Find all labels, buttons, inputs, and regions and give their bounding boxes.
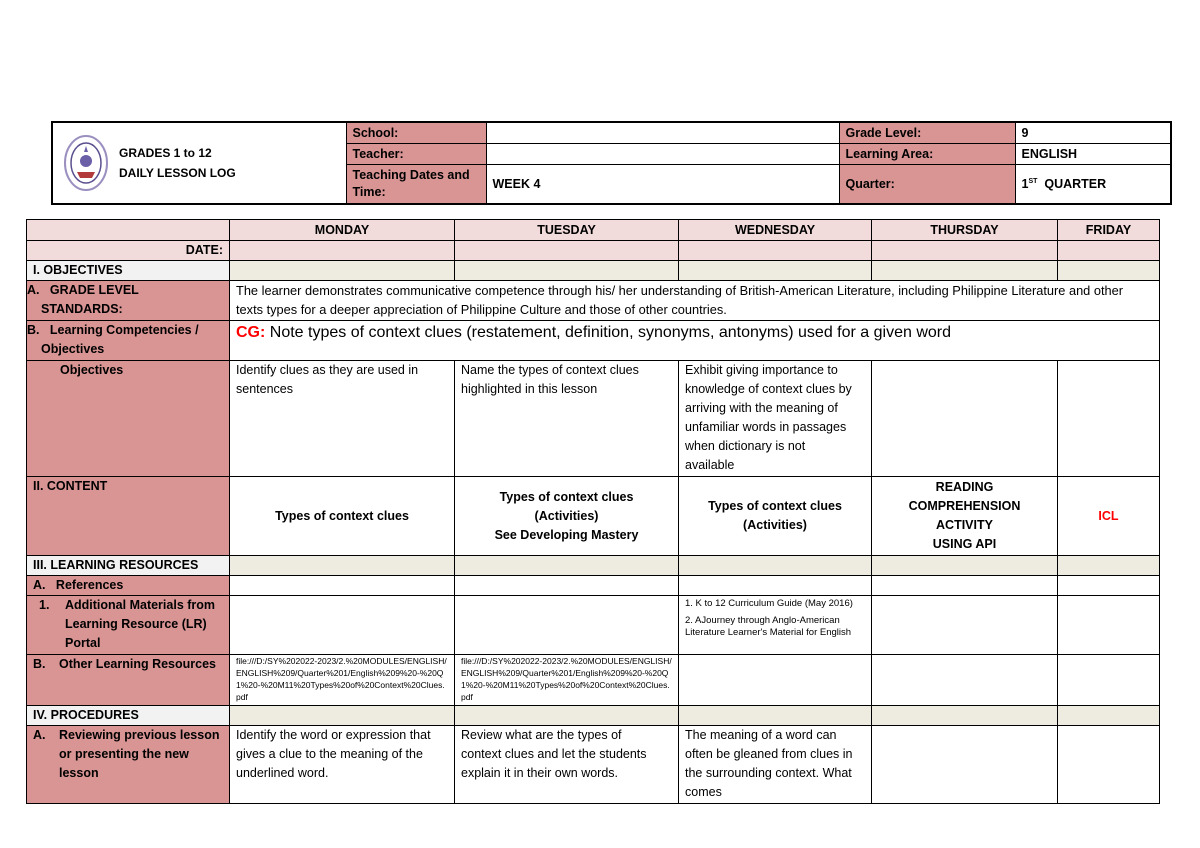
- grade-standards-text: The learner demonstrates communicative competence through his/ her understanding of British-American Literature, including Philippine Literature and other texts types for a deeper appreciation of Philippine Culture and those of other countries.: [230, 281, 1160, 321]
- reviewing-wednesday-text: The meaning of a word can often be gleaned from clues in the surrounding context. What comes: [685, 728, 853, 799]
- school-label: School:: [346, 122, 486, 144]
- cg-statement: [230, 321, 1160, 361]
- objective-monday: Identify clues as they are used in sentences: [230, 361, 455, 477]
- quarter-label: Quarter:: [839, 165, 1015, 205]
- objective-wednesday: [679, 361, 872, 477]
- quarter-suffix: ST: [1028, 177, 1038, 185]
- content-tuesday-line2: (Activities): [534, 508, 599, 523]
- section-cell: [455, 261, 679, 281]
- grade-standards-text-label: GRADE LEVEL STANDARDS:: [41, 283, 139, 316]
- section-cell: [1058, 261, 1160, 281]
- additional-tuesday: [455, 596, 679, 655]
- quarter-word: QUARTER: [1044, 177, 1107, 191]
- learning-area-label: Learning Area:: [839, 144, 1015, 165]
- content-thursday-line4: USING API: [932, 537, 997, 551]
- section-cell: [230, 261, 455, 281]
- content-monday: Types of context clues: [230, 477, 455, 556]
- cg-text: Note types of context clues (restatement, definition, synonyms, antonyms) used for a given word: [269, 324, 951, 341]
- content-thursday-line2: COMPREHENSION: [908, 499, 1021, 513]
- procedures-section-title: IV. PROCEDURES: [27, 706, 230, 726]
- day-wednesday: WEDNESDAY: [679, 220, 872, 241]
- additional-materials-label: [27, 596, 230, 655]
- resources-section-title: III. LEARNING RESOURCES: [27, 556, 230, 576]
- reviewing-tuesday-text: Review what are the types of context clues and let the students explain it in their own words.: [461, 728, 647, 780]
- date-row: [27, 241, 1160, 261]
- reviewing-label: [27, 726, 230, 804]
- content-tuesday-line3: See Developing Mastery: [494, 527, 639, 542]
- reviewing-row: [27, 726, 1160, 804]
- content-thursday-line3: ACTIVITY: [936, 518, 993, 532]
- references-tuesday: [455, 576, 679, 596]
- resources-section-row: [27, 556, 1160, 576]
- reviewing-monday: Identify the word or expression that gives a clue to the meaning of the underlined word.: [230, 726, 455, 804]
- day-friday: FRIDAY: [1058, 220, 1160, 241]
- section-cell: [872, 261, 1058, 281]
- objectives-section-row: [27, 261, 1160, 281]
- reviewing-text: Reviewing previous lesson or presenting the new lesson: [59, 728, 220, 780]
- section-cell: [679, 261, 872, 281]
- quarter-number: 1: [1021, 177, 1029, 191]
- content-thursday-line1: READING: [935, 480, 994, 494]
- other-resources-tuesday[interactable]: file:///D:/SY%202022-2023/2.%20MODULES/ENGLISH/ENGLISH%209/Quarter%201/English%209%20-%20Q1%20-%20M11%20Types%20of%20Context%20Clues.pdf: [455, 655, 679, 706]
- objective-thursday: [872, 361, 1058, 477]
- competencies-label: [27, 321, 230, 361]
- teaching-dates-value[interactable]: WEEK 4: [486, 165, 839, 205]
- reviewing-friday: [1058, 726, 1160, 804]
- additional-wednesday: [679, 596, 872, 655]
- references-text: References: [55, 578, 124, 592]
- teacher-label: Teacher:: [346, 144, 486, 165]
- grade-standards-label: [27, 281, 230, 321]
- header-table: [51, 121, 1172, 205]
- references-label: [27, 576, 230, 596]
- teacher-field[interactable]: [486, 144, 839, 165]
- header-title-line1: GRADES 1 to 12: [119, 146, 212, 160]
- section-cell: [1058, 556, 1160, 576]
- teaching-dates-label: Teaching Dates and Time:: [346, 165, 486, 205]
- competencies-text-label: Learning Competencies / Objectives: [41, 323, 199, 356]
- date-thursday[interactable]: [872, 241, 1058, 261]
- header-title-cell: [52, 122, 346, 204]
- grade-level-value[interactable]: 9: [1015, 122, 1171, 144]
- cg-tag: CG:: [236, 324, 266, 341]
- grade-level-label: Grade Level:: [839, 122, 1015, 144]
- competencies-row: [27, 321, 1160, 361]
- section-cell: [455, 706, 679, 726]
- content-friday: ICL: [1058, 477, 1160, 556]
- other-resources-label: [27, 655, 230, 706]
- lesson-log-table: [26, 219, 1160, 804]
- objectives-row: [27, 361, 1160, 477]
- content-wednesday-line2: (Activities): [743, 518, 807, 532]
- references-friday: [1058, 576, 1160, 596]
- objective-wednesday-text: Exhibit giving importance to knowledge of context clues by arriving with the meaning of unfamiliar words in passages when dictionary is not available: [685, 363, 852, 472]
- date-label: DATE:: [27, 241, 230, 261]
- other-resources-monday[interactable]: file:///D:/SY%202022-2023/2.%20MODULES/ENGLISH/ENGLISH%209/Quarter%201/English%209%20-%20Q1%20-%20M11%20Types%20of%20Context%20Clues.pdf: [230, 655, 455, 706]
- content-section-title: II. CONTENT: [27, 477, 230, 556]
- section-cell: [1058, 706, 1160, 726]
- additional-monday: [230, 596, 455, 655]
- reviewing-wednesday: [679, 726, 872, 804]
- competencies-letter: B.: [27, 323, 40, 337]
- additional-wednesday-item2: 2. AJourney through Anglo-American Literature Learner's Material for English: [685, 615, 852, 638]
- days-header-row: [27, 220, 1160, 241]
- grade-standards-letter: A.: [27, 283, 40, 297]
- other-resources-text: Other Learning Resources: [59, 657, 216, 671]
- procedures-section-row: [27, 706, 1160, 726]
- other-resources-friday: [1058, 655, 1160, 706]
- references-row: [27, 576, 1160, 596]
- additional-materials-text: Additional Materials from Learning Resource (LR) Portal: [65, 598, 216, 650]
- content-tuesday: [455, 477, 679, 556]
- section-cell: [455, 556, 679, 576]
- other-resources-row: [27, 655, 1160, 706]
- section-cell: [872, 706, 1058, 726]
- quarter-value[interactable]: [1015, 165, 1171, 205]
- other-resources-letter: B.: [33, 657, 46, 671]
- other-resources-wednesday: [679, 655, 872, 706]
- day-monday: MONDAY: [230, 220, 455, 241]
- additional-thursday: [872, 596, 1058, 655]
- section-cell: [679, 706, 872, 726]
- references-letter: A.: [33, 578, 46, 592]
- additional-friday: [1058, 596, 1160, 655]
- content-tuesday-line1: Types of context clues: [499, 489, 634, 504]
- school-field[interactable]: [486, 122, 839, 144]
- objective-friday: [1058, 361, 1160, 477]
- date-wednesday[interactable]: [679, 241, 872, 261]
- reviewing-letter: A.: [33, 728, 46, 742]
- objective-tuesday: Name the types of context clues highlighted in this lesson: [455, 361, 679, 477]
- additional-materials-row: [27, 596, 1160, 655]
- deped-seal-icon: [63, 134, 109, 192]
- content-wednesday-line1: Types of context clues: [708, 499, 842, 513]
- day-thursday: THURSDAY: [872, 220, 1058, 241]
- section-cell: [230, 556, 455, 576]
- learning-area-value[interactable]: ENGLISH: [1015, 144, 1171, 165]
- objectives-section-title: I. OBJECTIVES: [27, 261, 230, 281]
- grade-standards-row: [27, 281, 1160, 321]
- date-tuesday[interactable]: [455, 241, 679, 261]
- corner-cell: [27, 220, 230, 241]
- additional-wednesday-item1: 1. K to 12 Curriculum Guide (May 2016): [685, 598, 853, 609]
- section-cell: [679, 556, 872, 576]
- reviewing-thursday: [872, 726, 1058, 804]
- section-cell: [230, 706, 455, 726]
- content-thursday: [872, 477, 1058, 556]
- other-resources-thursday: [872, 655, 1058, 706]
- section-cell: [872, 556, 1058, 576]
- content-wednesday: [679, 477, 872, 556]
- additional-materials-num: 1.: [39, 598, 50, 612]
- references-thursday: [872, 576, 1058, 596]
- reviewing-tuesday: [455, 726, 679, 804]
- objectives-label: Objectives: [27, 361, 230, 477]
- references-monday: [230, 576, 455, 596]
- references-wednesday: [679, 576, 872, 596]
- date-friday[interactable]: [1058, 241, 1160, 261]
- content-row: [27, 477, 1160, 556]
- header-title-line2: DAILY LESSON LOG: [119, 166, 236, 180]
- day-tuesday: TUESDAY: [455, 220, 679, 241]
- date-monday[interactable]: [230, 241, 455, 261]
